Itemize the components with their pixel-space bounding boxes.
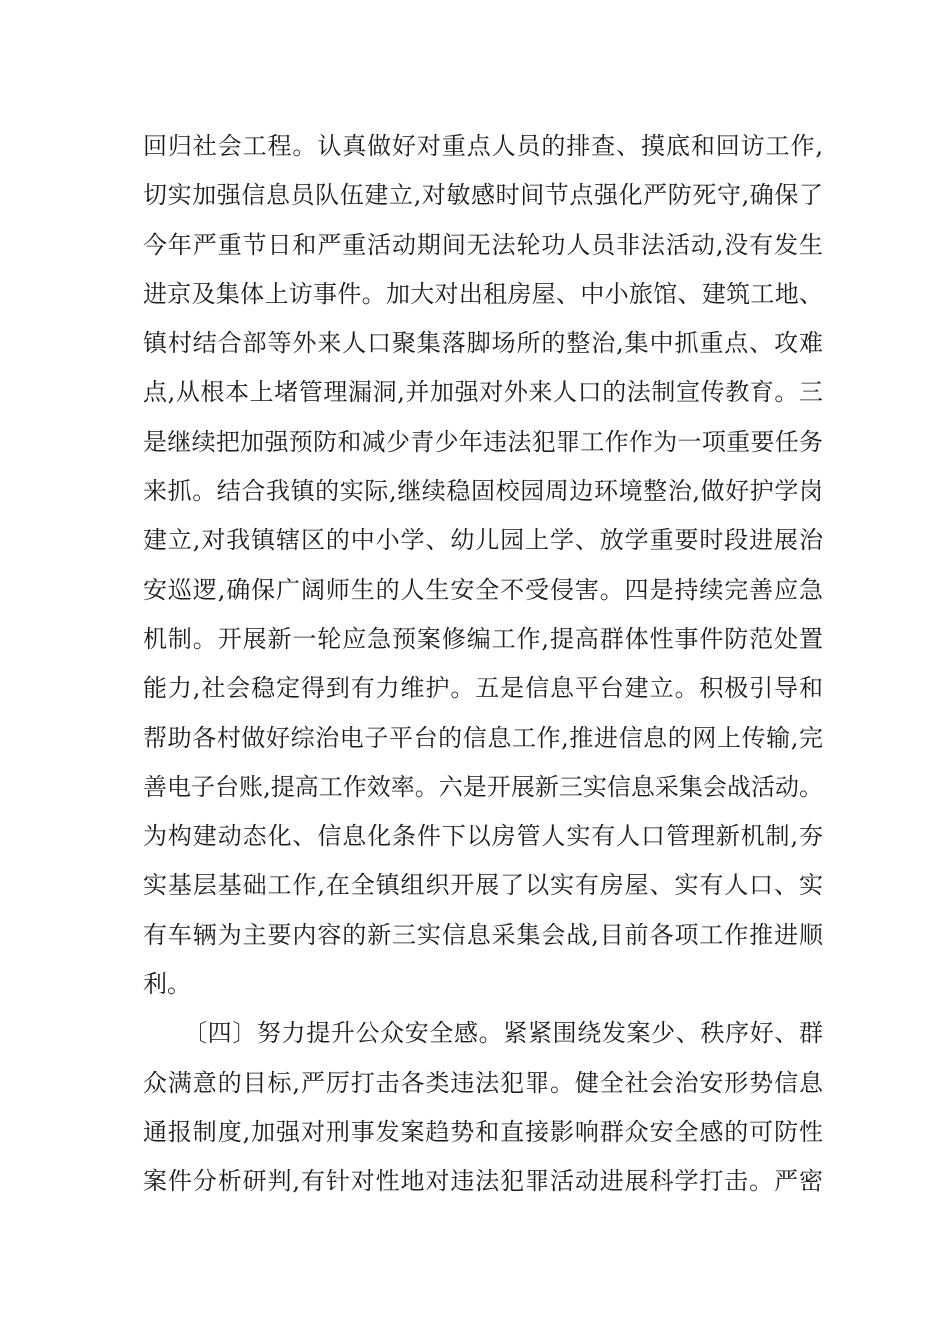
text-line: 镇村结合部等外来人口聚集落脚场所的整治,集中抓重点、攻难 bbox=[143, 329, 823, 358]
text-line: 帮助各村做好综治电子平台的信息工作,推进信息的网上传输,完 bbox=[143, 723, 823, 752]
text-line: 是继续把加强预防和减少青少年违法犯罪工作作为一项重要任务 bbox=[143, 427, 823, 456]
text-line: 实基层基础工作,在全镇组织开展了以实有房屋、实有人口、实 bbox=[143, 871, 823, 900]
text-line: 点,从根本上堵管理漏洞,并加强对外来人口的法制宣传教育。三 bbox=[143, 378, 823, 407]
text-line: 安巡逻,确保广阔师生的人生安全不受侵害。四是持续完善应急 bbox=[143, 575, 823, 604]
text-line: 切实加强信息员队伍建立,对敏感时间节点强化严防死守,确保了 bbox=[143, 181, 823, 210]
text-line: 通报制度,加强对刑事发案趋势和直接影响群众安全感的可防性 bbox=[143, 1117, 823, 1146]
text-line: 利。 bbox=[143, 970, 191, 999]
body-text bbox=[143, 122, 823, 1207]
text-line: 今年严重节日和严重活动期间无法轮功人员非法活动,没有发生 bbox=[143, 230, 823, 259]
text-line: 善电子台账,提高工作效率。六是开展新三实信息采集会战活动。 bbox=[143, 772, 823, 801]
text-line: 众满意的目标,严厉打击各类违法犯罪。健全社会治安形势信息 bbox=[143, 1068, 823, 1097]
text-line: 能力,社会稳定得到有力维护。五是信息平台建立。积极引导和 bbox=[143, 674, 823, 703]
text-line: 案件分析研判,有针对性地对违法犯罪活动进展科学打击。严密 bbox=[143, 1167, 823, 1196]
text-line: 进京及集体上访事件。加大对出租房屋、中小旅馆、建筑工地、 bbox=[143, 279, 823, 308]
text-line: 有车辆为主要内容的新三实信息采集会战,目前各项工作推进顺 bbox=[143, 920, 823, 949]
text-line: 来抓。结合我镇的实际,继续稳固校园周边环境整治,做好护学岗 bbox=[143, 477, 823, 506]
text-line: 机制。开展新一轮应急预案修编工作,提高群体性事件防范处置 bbox=[143, 624, 823, 653]
text-line: 建立,对我镇辖区的中小学、幼儿园上学、放学重要时段进展治 bbox=[143, 526, 823, 555]
section-heading-line: 〔四〕努力提升公众安全感。紧紧围绕发案少、秩序好、群 bbox=[183, 1019, 823, 1048]
text-line: 回归社会工程。认真做好对重点人员的排查、摸底和回访工作, bbox=[143, 132, 823, 160]
text-line: 为构建动态化、信息化条件下以房管人实有人口管理新机制,夯 bbox=[143, 822, 823, 851]
